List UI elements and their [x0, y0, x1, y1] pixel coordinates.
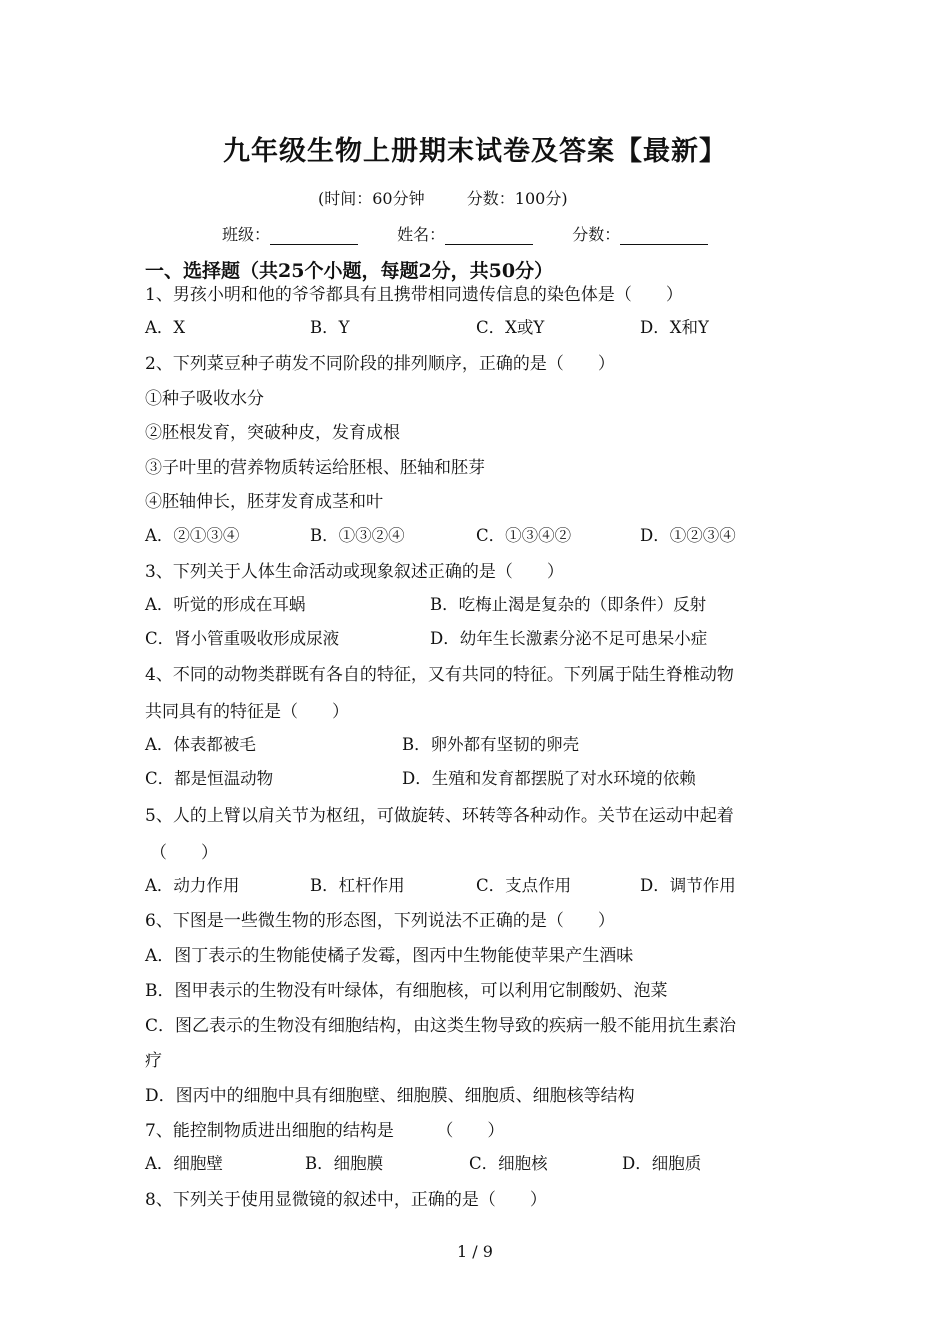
answer-option[interactable]: B．卵外都有坚韧的卵壳 [402, 735, 580, 754]
answer-option[interactable]: C．支点作用 [476, 876, 572, 895]
class-label: 班级： [222, 225, 271, 244]
score-blank[interactable] [620, 230, 708, 245]
question-line: 8、下列关于使用显微镜的叙述中，正确的是（ ） [145, 1190, 547, 1210]
answer-option[interactable]: B．细胞膜 [305, 1154, 384, 1173]
answer-option[interactable]: C．细胞核 [469, 1154, 548, 1173]
question-line: 4、不同的动物类群既有各自的特征，又有共同的特征。下列属于陆生脊椎动物 [145, 665, 734, 685]
answer-option[interactable]: A．X [145, 318, 186, 337]
answer-option[interactable]: D．细胞质 [622, 1154, 702, 1173]
question-line: 5、人的上臂以肩关节为枢纽，可做旋转、环转等各种动作。关节在运动中起着 [145, 806, 734, 826]
question-line: 7、能控制物质进出细胞的结构是 （ ） [145, 1121, 505, 1141]
question-line: ②胚根发育，突破种皮，发育成根 [145, 423, 400, 443]
answer-option[interactable]: D．①②③④ [640, 526, 736, 545]
question-line: C．图乙表示的生物没有细胞结构，由这类生物导致的疾病一般不能用抗生素治 [145, 1016, 737, 1036]
answer-option[interactable]: B．①③②④ [310, 526, 405, 545]
question-line: 3、下列关于人体生命活动或现象叙述正确的是（ ） [145, 562, 564, 582]
exam-meta [318, 186, 568, 209]
question-line: A．图丁表示的生物能使橘子发霉，图丙中生物能使苹果产生酒味 [145, 946, 634, 966]
question-line: D．图丙中的细胞中具有细胞壁、细胞膜、细胞质、细胞核等结构 [145, 1086, 635, 1106]
name-blank[interactable] [445, 230, 533, 245]
score-info: 分数：100分) [466, 189, 568, 208]
answer-option[interactable]: C．肾小管重吸收形成尿液 [145, 629, 340, 648]
question-line: （ ） [150, 843, 218, 863]
answer-option[interactable]: D．幼年生长激素分泌不足可患呆小症 [430, 629, 708, 648]
class-blank[interactable] [270, 230, 358, 245]
question-line: 1、男孩小明和他的爷爷都具有且携带相同遗传信息的染色体是（ ） [145, 285, 683, 305]
answer-option[interactable]: B．杠杆作用 [310, 876, 405, 895]
answer-option[interactable]: A．听觉的形成在耳蜗 [145, 595, 306, 614]
answer-option[interactable]: C．X或Y [476, 318, 545, 337]
question-line: ③子叶里的营养物质转运给胚根、胚轴和胚芽 [145, 458, 485, 478]
answer-option[interactable]: D．生殖和发育都摆脱了对水环境的依赖 [402, 769, 696, 788]
answer-option[interactable]: A．体表都被毛 [145, 735, 256, 754]
answer-option[interactable]: B．吃梅止渴是复杂的（即条件）反射 [430, 595, 707, 614]
answer-option[interactable]: C．都是恒温动物 [145, 769, 274, 788]
answer-option[interactable]: D．X和Y [640, 318, 709, 337]
question-line: ①种子吸收水分 [145, 389, 264, 409]
page-number: 1 / 9 [457, 1242, 493, 1261]
answer-option[interactable]: A．动力作用 [145, 876, 240, 895]
answer-option[interactable]: A．细胞壁 [145, 1154, 223, 1173]
section-heading: 一、选择题（共25个小题，每题2分，共50分） [145, 260, 554, 282]
answer-option[interactable]: A．②①③④ [145, 526, 240, 545]
answer-option[interactable]: B．Y [310, 318, 350, 337]
score-label: 分数： [572, 225, 621, 244]
time-info: (时间：60分钟 [318, 189, 425, 208]
answer-option[interactable]: C．①③④② [476, 526, 572, 545]
answer-option[interactable]: D．调节作用 [640, 876, 736, 895]
question-line: 6、下图是一些微生物的形态图，下列说法不正确的是（ ） [145, 911, 615, 931]
student-info-row [222, 222, 742, 245]
question-line: 2、下列菜豆种子萌发不同阶段的排列顺序，正确的是（ ） [145, 354, 615, 374]
question-line: 疗 [145, 1051, 162, 1071]
page-title: 九年级生物上册期末试卷及答案【最新】 [223, 136, 727, 167]
question-line: 共同具有的特征是（ ） [145, 702, 349, 722]
name-label: 姓名： [397, 225, 446, 244]
question-line: B．图甲表示的生物没有叶绿体，有细胞核，可以利用它制酸奶、泡菜 [145, 981, 668, 1001]
question-line: ④胚轴伸长，胚芽发育成茎和叶 [145, 492, 383, 512]
